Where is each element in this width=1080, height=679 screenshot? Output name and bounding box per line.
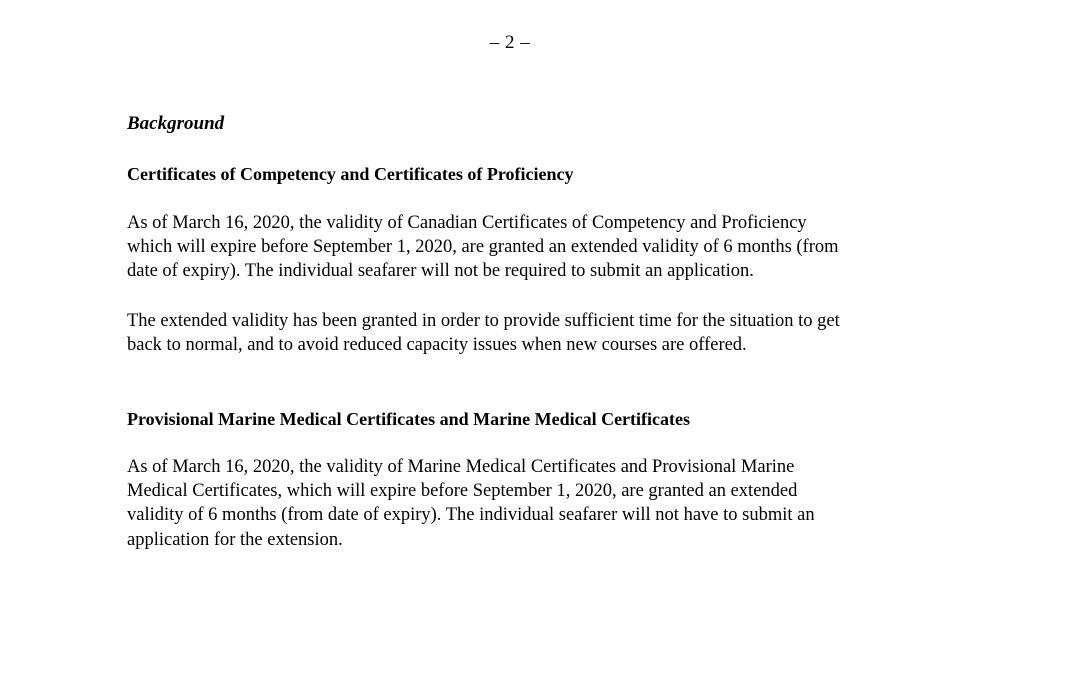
paragraph-line: validity of 6 months (from date of expiry). The individual seafarer will not have to submit an xyxy=(127,505,815,526)
paragraph-line: As of March 16, 2020, the validity of Canadian Certificates of Competency and Proficiency xyxy=(127,213,807,233)
page-number: – 2 – xyxy=(489,32,531,53)
paragraph-line: Medical Certificates, which will expire before September 1, 2020, are granted an extended xyxy=(127,481,798,502)
heading-marine-medical-certificates: Provisional Marine Medical Certificates and Marine Medical Certificates xyxy=(127,409,691,430)
section-title-background: Background xyxy=(127,113,225,134)
paragraph-line: date of expiry). The individual seafarer will not be required to submit an application. xyxy=(127,261,754,282)
paragraph-line: back to normal, and to avoid reduced capacity issues when new courses are offered. xyxy=(127,334,747,355)
paragraph-coc-validity xyxy=(127,211,957,284)
paragraph-line: application for the extension. xyxy=(127,529,343,550)
paragraph-line: As of March 16, 2020, the validity of Marine Medical Certificates and Provisional Marine xyxy=(127,457,795,478)
document-body xyxy=(127,112,957,552)
paragraph-coc-reason xyxy=(127,309,957,357)
heading-certificates-competency-proficiency: Certificates of Competency and Certificates of Proficiency xyxy=(127,164,574,184)
paragraph-line: The extended validity has been granted in order to provide sufficient time for the situation to get xyxy=(127,310,840,331)
paragraph-line: which will expire before September 1, 2020, are granted an extended validity of 6 months (from xyxy=(127,237,839,258)
paragraph-medical-validity xyxy=(127,455,957,552)
